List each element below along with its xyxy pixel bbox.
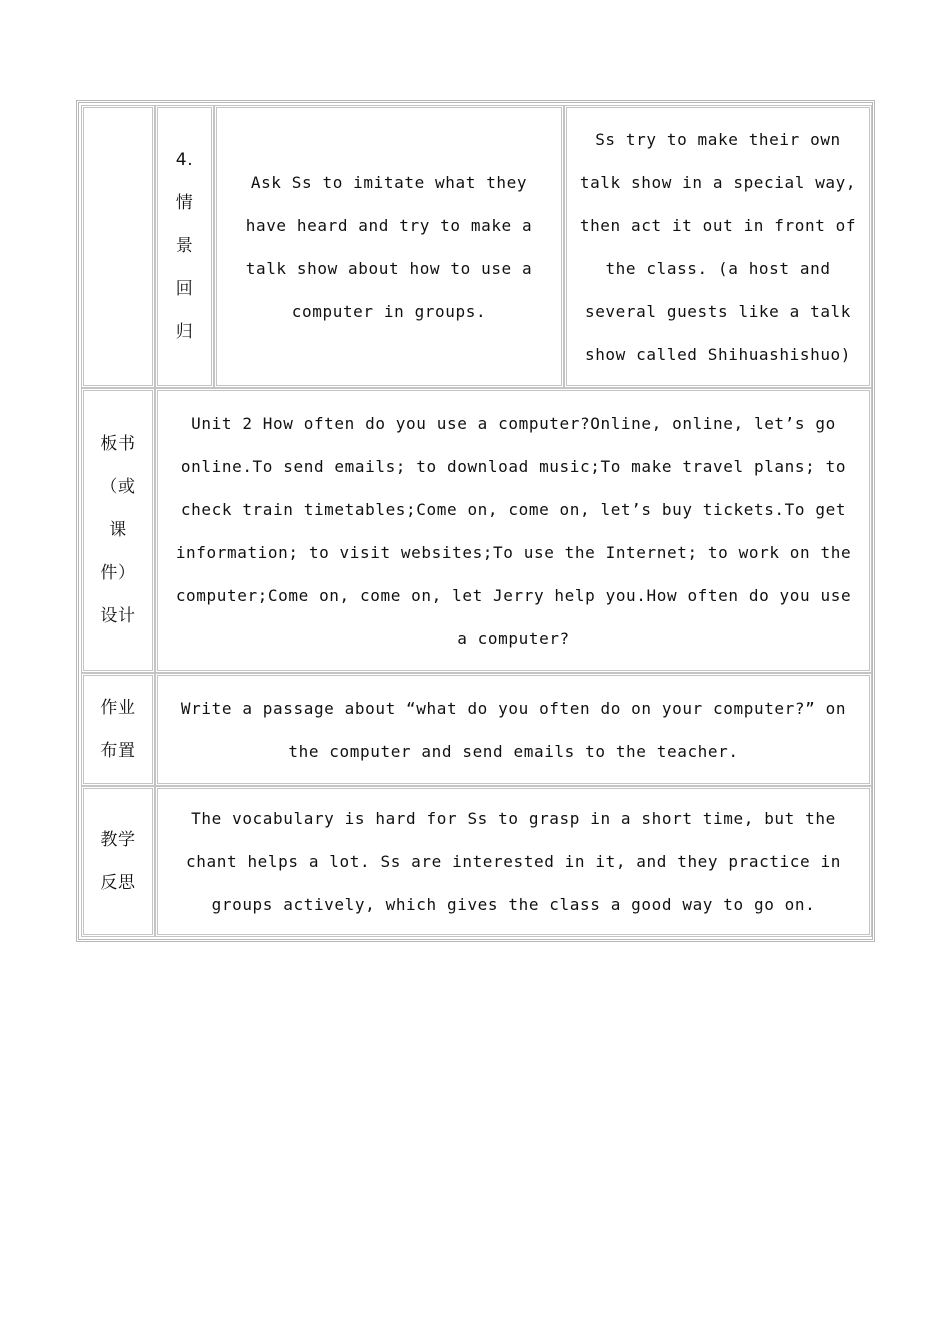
step-number: 4. — [175, 150, 194, 170]
teacher-activity-text: Ask Ss to imitate what they have heard and try to make a talk show about how to use a computer in groups. — [245, 172, 533, 321]
empty-label-cell — [81, 105, 155, 388]
step-title-char: 回 — [175, 279, 194, 299]
board-content-cell — [155, 388, 872, 673]
homework-label-line: 布置 — [100, 740, 136, 761]
board-label-line: 课 — [109, 520, 127, 540]
step-title-char: 景 — [175, 236, 194, 256]
student-activity-text: Ss try to make their own talk show in a special way, then act it out in front of the class. (a host and several guests like a talk show called Shihuashishuo) — [579, 129, 857, 364]
reflection-content-text: The vocabulary is hard for Ss to grasp in a short time, but the chant helps a lot. Ss are interested in it, and they practice in groups actively, which gives the class a good way to go on. — [186, 809, 841, 914]
reflection-label-cell — [81, 786, 155, 937]
board-label-line: 件） — [100, 563, 136, 583]
homework-label — [100, 687, 135, 773]
lesson-plan-table — [76, 100, 875, 942]
step-title-cell — [155, 105, 214, 388]
homework-label-cell — [81, 673, 155, 786]
step-title — [176, 139, 194, 354]
board-label-cell — [81, 388, 155, 673]
homework-label-line: 作业 — [100, 697, 136, 718]
step-title-char: 归 — [175, 322, 194, 342]
reflection-label-line: 教学 — [100, 829, 136, 850]
homework-content-text: Write a passage about “what do you often do on your computer?” on the computer and send emails to the teacher. — [180, 698, 847, 761]
board-label-line: 设计 — [100, 606, 136, 626]
reflection-label — [100, 819, 135, 905]
student-activity-cell — [564, 105, 872, 388]
board-content-text: Unit 2 How often do you use a computer?Online, online, let’s go online.To send emails; to download music;To make travel plans; to check train timetables;Come on, come on, let’s buy tickets.To get information; to visit websites;To use the Internet; to work on the computer;Come on, come on, let Jerry help you.How often do you use a computer? — [175, 413, 852, 648]
board-label-line: 板书 — [100, 434, 136, 454]
reflection-label-line: 反思 — [100, 872, 136, 893]
board-label — [100, 423, 135, 638]
reflection-content-cell — [155, 786, 872, 937]
teacher-activity-cell — [214, 105, 564, 388]
board-label-line: （或 — [100, 477, 136, 497]
homework-content-cell — [155, 673, 872, 786]
step-title-char: 情 — [175, 193, 194, 213]
